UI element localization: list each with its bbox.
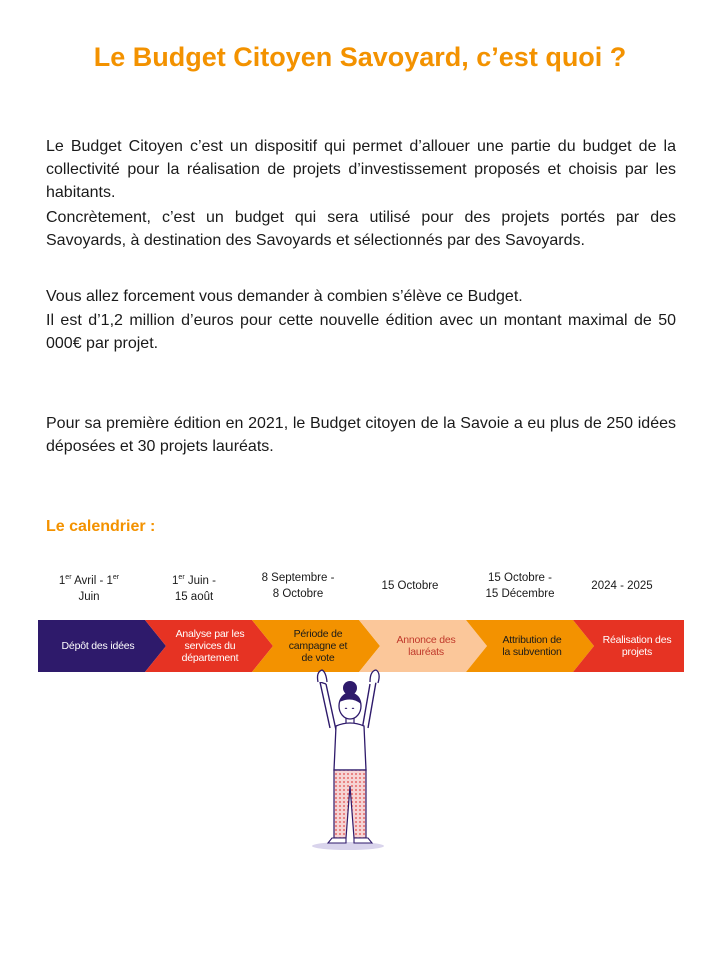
date-step-2: 1er Juin - 15 août	[172, 574, 216, 603]
date-step-5: 15 Octobre - 15 Décembre	[485, 572, 555, 600]
timeline-step-5-label: Attribution de la subvention	[502, 634, 562, 658]
page-title: Le Budget Citoyen Savoyard, c’est quoi ?	[93, 42, 627, 72]
paragraph-first-edition: Pour sa première édition en 2021, le Budget citoyen de la Savoie a eu plus de 250 idées déposées et 30 projets lauréats.	[46, 415, 676, 455]
paragraph-concretely: Concrètement, c’est un budget qui sera utilisé pour des projets portés par des Savoyards, à destination des Savoyards et sélectionnés par des Savoyards.	[46, 209, 676, 249]
cheering-person-illustration	[290, 668, 410, 854]
timeline-step-3-label: Période de campagne et de vote	[288, 628, 348, 664]
calendar-title: Le calendrier :	[46, 518, 156, 535]
paragraph-definition: Le Budget Citoyen c’est un dispositif qui permet d’allouer une partie du budget de la collectivité pour la réalisation de projets d’investissement proposés et choisis par les habitants.	[46, 138, 676, 201]
timeline-step-2-label: Analyse par les services du département	[175, 628, 245, 664]
date-step-6: 2024 - 2025	[591, 580, 653, 592]
timeline-step-6-label: Réalisation des projets	[602, 634, 672, 658]
paragraph-question: Vous allez forcement vous demander à combien s’élève ce Budget.	[46, 288, 523, 305]
timeline-step-4-label: Annonce des lauréats	[396, 634, 456, 658]
timeline-step-1-label: Dépôt des idées	[61, 640, 135, 652]
date-step-4: 15 Octobre	[381, 580, 439, 592]
date-step-1: 1er Avril - 1er Juin	[58, 574, 120, 603]
date-step-3: 8 Septembre - 8 Octobre	[261, 572, 335, 600]
paragraph-amount: Il est d’1,2 million d’euros pour cette nouvelle édition avec un montant maximal de 50 000€ par projet.	[46, 312, 676, 352]
